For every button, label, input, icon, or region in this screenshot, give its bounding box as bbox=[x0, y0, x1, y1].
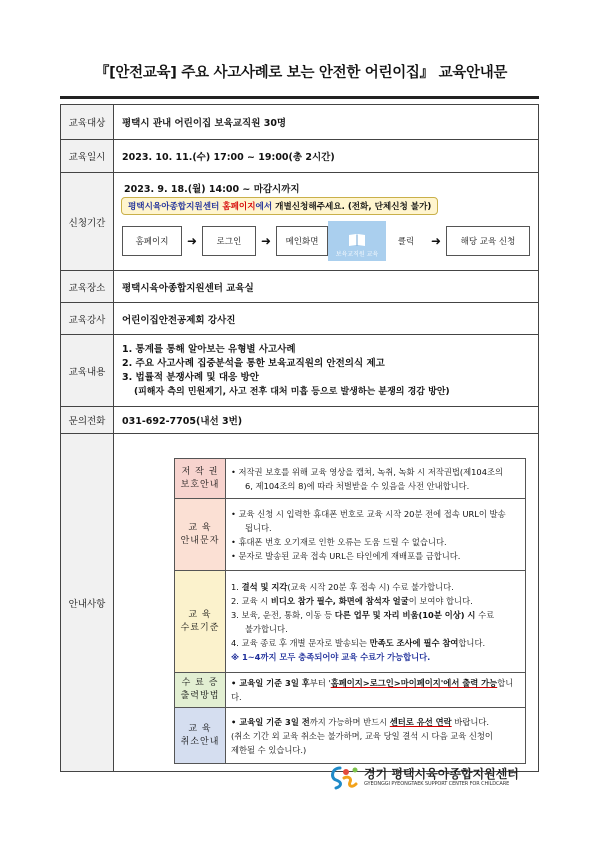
label-line: 취소안내 bbox=[180, 736, 220, 747]
text-line: • 교육 신청 시 입력한 휴대폰 번호로 교육 시작 20분 전에 접속 URL이 발송 bbox=[231, 508, 506, 519]
text-line: 6, 제104조의 8)에 따라 처벌받을 수 있음을 사전 안내합니다. bbox=[245, 480, 470, 491]
text-line bbox=[231, 594, 520, 608]
text-part: 3. 보육, 운전, 통화, 이동 등 bbox=[231, 609, 335, 620]
label-target: 교육대상 bbox=[61, 105, 114, 140]
text-part: 센터로 유선 연락 bbox=[389, 716, 452, 727]
guide-cancel bbox=[175, 708, 526, 764]
label-line: 수료기준 bbox=[180, 622, 220, 633]
text-part: 만족도 조사에 필수 참여 bbox=[369, 637, 459, 648]
book-caption: 보육교직원 교육 bbox=[335, 250, 379, 258]
text-part: 합니다. bbox=[458, 637, 486, 648]
arrow-right-icon: ➜ bbox=[186, 233, 198, 248]
text-line bbox=[231, 580, 520, 594]
step-click: 클릭 bbox=[386, 227, 426, 255]
guide-copyright-text bbox=[226, 459, 526, 499]
text-part: 합니다. bbox=[231, 678, 514, 702]
label-line: 수 료 증 bbox=[181, 678, 219, 688]
text-part: 결석 및 지각 bbox=[241, 581, 288, 592]
guide-certificate bbox=[175, 673, 526, 708]
row-apply bbox=[61, 173, 539, 271]
label-date: 교육일시 bbox=[61, 140, 114, 173]
guide-cancel-label bbox=[175, 708, 226, 764]
completion-note: ※ 1~4까지 모두 충족되어야 교육 수료가 가능합니다. bbox=[231, 651, 431, 662]
notice-homepage: 홈페이지 bbox=[222, 201, 256, 212]
text-line bbox=[231, 636, 520, 650]
row-lecturer bbox=[61, 303, 539, 335]
text-part: 다른 업무 및 자리 비움(10분 이상) 시 bbox=[334, 609, 476, 620]
page-title: 『[안전교육] 주요 사고사례로 보는 안전한 어린이집』 교육안내문 bbox=[94, 65, 508, 81]
text-part: (교육 시작 20분 후 접속 시) 수료 불가합니다. bbox=[287, 581, 454, 592]
guide-completion bbox=[175, 571, 526, 673]
text-line: • 문자로 발송된 교육 접속 URL은 타인에게 재배포를 금합니다. bbox=[231, 550, 461, 561]
text-part: 1. bbox=[231, 581, 242, 592]
guide-sms bbox=[175, 499, 526, 571]
text-part: 2. 교육 시 bbox=[231, 595, 271, 606]
value-guide bbox=[114, 434, 539, 772]
text-part: 바랍니다. bbox=[451, 716, 490, 727]
guide-table bbox=[174, 458, 526, 764]
row-place bbox=[61, 271, 539, 303]
step-homepage: 홈페이지 bbox=[122, 226, 182, 256]
book-icon bbox=[348, 233, 366, 247]
label-line: 교 육 bbox=[188, 723, 212, 734]
text-part: 홈페이지>로그인>마이페이지'에서 출력 가능 bbox=[330, 678, 498, 688]
value-place: 평택시육아종합지원센터 교육실 bbox=[114, 271, 539, 303]
guide-sms-text bbox=[226, 499, 526, 571]
guide-certificate-label bbox=[175, 673, 226, 708]
notice-at: 에서 bbox=[255, 201, 276, 212]
label-phone: 문의전화 bbox=[61, 407, 114, 434]
text-part: 까지 가능하며 반드시 bbox=[309, 716, 390, 727]
value-apply bbox=[114, 173, 539, 271]
step-apply: 해당 교육 신청 bbox=[446, 226, 530, 256]
apply-notice bbox=[121, 197, 438, 215]
value-target: 평택시 관내 어린이집 보육교직원 30명 bbox=[114, 105, 539, 140]
row-target bbox=[61, 105, 539, 140]
text-line bbox=[231, 608, 520, 622]
text-part: 이 보여야 합니다. bbox=[408, 595, 473, 606]
value-date: 2023. 10. 11.(수) 17:00 ~ 19:00(총 2시간) bbox=[114, 140, 539, 173]
notice-individual: 개별신청 bbox=[275, 201, 309, 212]
text-line: • 저작권 보호를 위해 교육 영상을 캡쳐, 녹취, 녹화 시 저작권법(제104조의 bbox=[231, 466, 504, 477]
row-phone bbox=[61, 407, 539, 434]
label-line: 출력방법 bbox=[180, 691, 220, 701]
text-part: 4. 교육 종료 후 개별 문자로 발송되는 bbox=[231, 637, 370, 648]
apply-flow bbox=[122, 221, 538, 261]
label-content: 교육내용 bbox=[61, 335, 114, 407]
guide-cancel-text bbox=[226, 708, 526, 764]
guide-completion-text bbox=[226, 571, 526, 673]
notice-rest: 해주세요. (전화, 단체신청 불가) bbox=[308, 201, 432, 212]
content-item: 1. 통계를 통해 알아보는 유형별 사고사례 bbox=[122, 343, 296, 355]
center-logo-icon bbox=[328, 764, 360, 790]
title-divider bbox=[60, 96, 539, 99]
text-line bbox=[231, 715, 520, 729]
text-part: 부터 ' bbox=[309, 678, 331, 688]
apply-deadline: 2023. 9. 18.(월) 14:00 ~ 마감시까지 bbox=[124, 183, 300, 195]
label-apply: 신청기간 bbox=[61, 173, 114, 271]
guide-completion-label bbox=[175, 571, 226, 673]
arrow-right-icon: ➜ bbox=[260, 233, 272, 248]
label-lecturer: 교육강사 bbox=[61, 303, 114, 335]
step-login: 로그인 bbox=[202, 226, 256, 256]
content-item: 3. 법률적 분쟁사례 및 대응 방안 bbox=[122, 371, 259, 383]
value-content bbox=[114, 335, 539, 407]
label-line: 저 작 권 bbox=[181, 466, 219, 477]
guide-sms-label bbox=[175, 499, 226, 571]
step-main: 메인화면 bbox=[276, 226, 328, 256]
text-line: • 휴대폰 번호 오기재로 인한 오류는 도움 드릴 수 없습니다. bbox=[231, 536, 447, 547]
row-date bbox=[61, 140, 539, 173]
label-line: 안내문자 bbox=[180, 535, 220, 546]
guide-copyright bbox=[175, 459, 526, 499]
label-line: 교 육 bbox=[188, 522, 212, 533]
text-line: 됩니다. bbox=[245, 522, 272, 533]
label-line: 보호안내 bbox=[180, 479, 220, 490]
content-item: 2. 주요 사고사례 집중분석을 통한 보육교직원의 안전의식 제고 bbox=[122, 357, 385, 369]
text-part: 수료 bbox=[475, 609, 495, 620]
label-line: 교 육 bbox=[188, 609, 212, 620]
value-lecturer: 어린이집안전공제회 강사진 bbox=[114, 303, 539, 335]
text-part: 비디오 참가 필수, 화면에 참석자 얼굴 bbox=[270, 595, 409, 606]
notice-center: 평택시육아종합지원센터 bbox=[128, 201, 223, 212]
text-line: (취소 기간 외 교육 취소는 불가하며, 교육 당일 결석 시 다음 교육 신청이 bbox=[231, 730, 493, 741]
text-part: • 교육일 기준 3일 후 bbox=[231, 678, 310, 688]
value-phone: 031-692-7705(내선 3번) bbox=[114, 407, 539, 434]
text-part: • 교육일 기준 3일 전 bbox=[231, 716, 310, 727]
center-name-eng: GYEONGGI PYEONGTAEK SUPPORT CENTER FOR CHILDCARE bbox=[364, 781, 510, 787]
row-guide bbox=[61, 434, 539, 772]
row-content bbox=[61, 335, 539, 407]
arrow-right-icon: ➜ bbox=[430, 233, 442, 248]
text-line: 불가합니다. bbox=[245, 623, 288, 634]
info-table bbox=[60, 104, 539, 772]
footer-logo bbox=[328, 764, 519, 790]
content-item: (피해자 측의 민원제기, 사고 전후 대처 미흡 등으로 발생하는 분쟁의 경감 방안) bbox=[134, 386, 450, 397]
text-line: 제한될 수 있습니다.) bbox=[231, 744, 307, 755]
label-place: 교육장소 bbox=[61, 271, 114, 303]
label-guide: 안내사항 bbox=[61, 434, 114, 772]
center-name: 경기 평택시육아종합지원센터 bbox=[364, 767, 519, 781]
book-banner bbox=[328, 221, 386, 261]
guide-certificate-text bbox=[226, 673, 526, 708]
guide-copyright-label bbox=[175, 459, 226, 499]
